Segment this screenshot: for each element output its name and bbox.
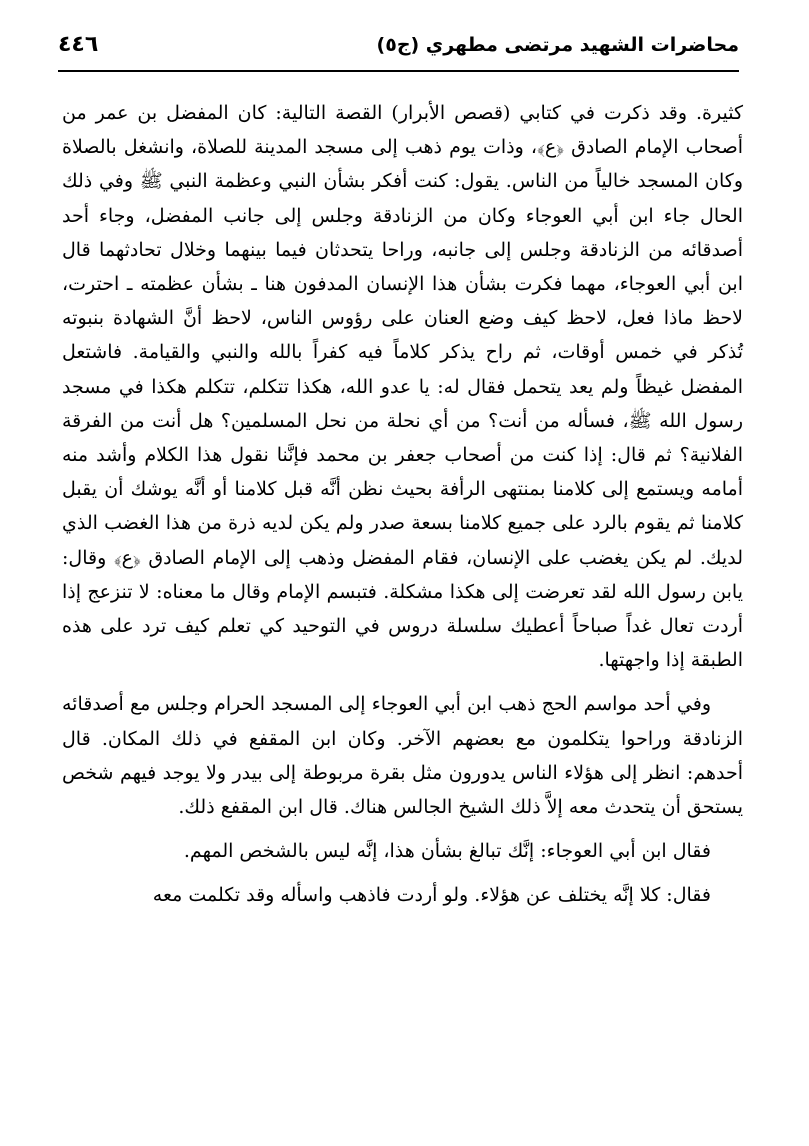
paragraph-hajj-season: وفي أحد مواسم الحج ذهب ابن أبي العوجاء إلى المسجد الحرام وجلس مع أصدقائه الزنادقة وراحوا يتكلمون مع بعضهم الآخر. وكان ابن المقفع في ذلك المكان. قال أحدهم: انظر إلى هؤلاء الناس يدورون مثل بقرة مربوطة إلى بيدر ولا يوجد فيهم شخص يستحق أن يتحدث معه إلاَّ ذلك الشيخ الجالس هناك. قال ابن المقفع ذلك. [62,693,743,819]
page-number: ٤٤٦ [58,32,99,57]
paragraph-mufaddal-story: كثيرة. وقد ذكرت في كتابي (قصص الأبرار) القصة التالية: كان المفضل بن عمر من أصحاب الإمام الصادق ﴿ع﴾، وذات يوم ذهب إلى مسجد المدينة للصلاة، وانشغل بالصلاة وكان المسجد خالياً من الناس. يقول: كنت أفكر بشأن النبي وعظمة النبي ﷺ وفي ذلك الحال جاء ابن أبي العوجاء وكان من الزنادقة وجلس إلى جانب المفضل، وجاء أحد أصدقائه من الزنادقة وجلس إلى جانبه، وراحا يتحدثان فيما بينهما وخلال تحادثهما قال ابن أبي العوجاء، مهما فكرت بشأن هذا الإنسان المدفون هنا ـ بشأن عظمته ـ احترت، لاحظ ماذا فعل، لاحظ كيف وضع العنان على رؤوس الناس، لاحظ أنَّ الشهادة بنبوته تُذكر في خمس أوقات، ثم راح يذكر كلاماً فيه كفراً بالله والنبي والقيامة. فاشتعل المفضل غيظاً ولم يعد يتحمل فقال له: يا عدو الله، هكذا تتكلم، تتكلم هكذا في مسجد رسول الله ﷺ، فسأله من أنت؟ من أي نحلة من نحل المسلمين؟ هل أنت من الفرقة الفلانية؟ ثم قال: إذا كنت من أصحاب جعفر بن محمد فإنَّنا نقول هذا الكلام وأشد منه أمامه ويستمع إلى كلامنا بمنتهى الرأفة بحيث نظن أنَّه قبل كلامنا أو أنَّه يوشك أن يقبل كلامنا ثم يقوم بالرد على جميع كلامنا بسعة صدر ولم يكن لديه ذرة من هذا الغضب الذي لديك. لم يكن يغضب على الإنسان، فقام المفضل وذهب إلى الإمام الصادق ﴿ع﴾ وقال: يابن رسول الله لقد تعرضت إلى هكذا مشكلة. فتبسم الإمام وقال ما معناه: لا تنزعج إذا أردت تعال غداً صباحاً أعطيك سلسلة دروس في التوحيد كي تعلم كيف ترد على هذه الطبقة إذا واجهتها. [62,102,743,672]
paragraph-ibn-abi-al-awja-reply: فقال ابن أبي العوجاء: إنَّك تبالغ بشأن هذا، إنَّه ليس بالشخص المهم. [183,840,711,863]
running-title: محاضرات الشهيد مرتضى مطهري (ج٥) [376,34,739,56]
paragraph-ibn-al-muqaffa-reply: فقال: كلا إنَّه يختلف عن هؤلاء. ولو أردت فاذهب واسأله وقد تكلمت معه [152,884,711,907]
header-divider [58,70,739,72]
page-body [62,96,743,913]
page-header [58,30,739,66]
